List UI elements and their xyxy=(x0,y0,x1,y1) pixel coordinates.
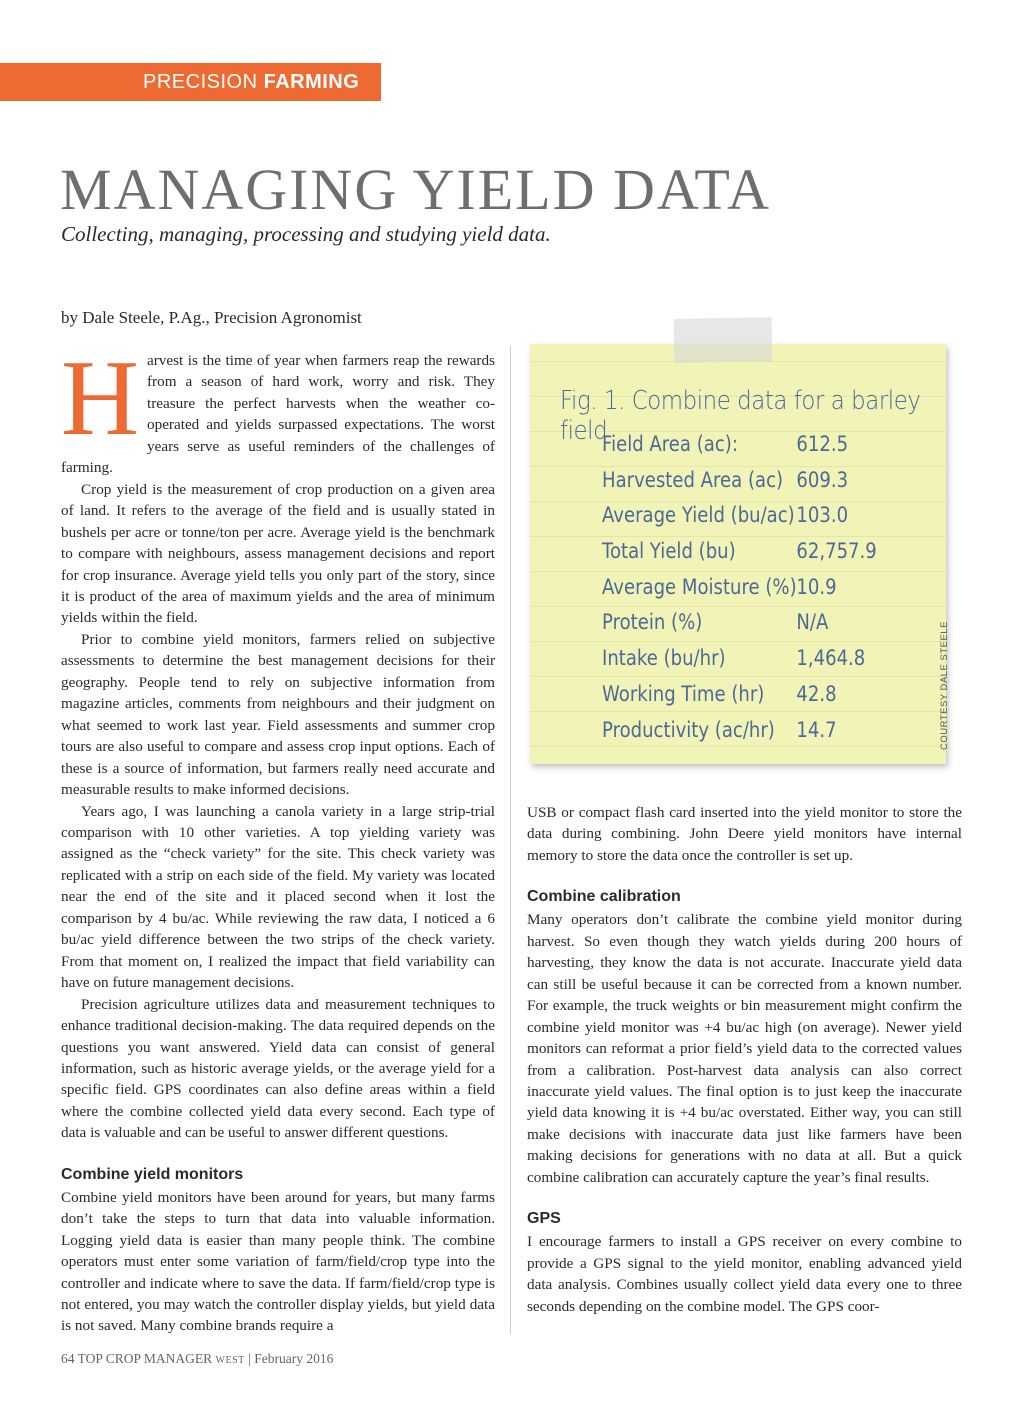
paragraph: Precision agriculture utilizes data and measurement techniques to enhance traditional decision-making. The data required depends on the questions you want answered. Yield data can consist of general information, such as historic average yields, or the average yield for a specific field. GPS coordinates can also define areas within a field where the combine collected yield data every second. Each type of data is valuable and can be useful to answer different questions. xyxy=(61,995,495,1142)
section-label-light: PRECISION xyxy=(143,71,258,93)
magazine-name: TOP CROP MANAGER xyxy=(77,1351,213,1366)
dropcap: H xyxy=(61,339,139,458)
page-footer xyxy=(61,1351,333,1367)
paragraph-intro: Harvest is the time of year when farmers reap the rewards from a season of hard work, worry and risk. They treasure the perfect harvests when the weather co-operated and yields surpassed expectations. The worst years serve as useful reminders of the challenges of farming. xyxy=(61,339,495,477)
paragraph: Prior to combine yield monitors, farmers relied on subjective assessments to determine the best management decisions for their geography. People tend to rely on subjective information from magazine articles, comments from neighbours and their judgment on what seemed to work last year. Field assessments and summer crop tours are also useful to compare and assess crop input options. Each of these is a source of information, but farmers really need accurate and measurable results to make informed decisions. xyxy=(61,630,495,799)
figure-title: Fig. 1. Combine data for a barley field xyxy=(560,386,921,446)
issue-date: February 2016 xyxy=(254,1351,334,1366)
deck: Collecting, managing, processing and studying yield data. xyxy=(61,222,551,246)
subhead-gps: GPS xyxy=(527,1210,561,1228)
headline: MANAGING YIELD DATA xyxy=(60,157,772,222)
edition: WEST xyxy=(215,1355,245,1366)
column-divider xyxy=(510,346,511,1334)
paragraph: Many operators don’t calibrate the combine yield monitor during harvest. So even though they watch yields during 200 hours of harvesting, they know the data is not accurate. Inaccurate yield data can still be useful because it can be corrected from a known number. For example, the truck weights or bin measurement might confirm the combine yield monitor was +4 bu/ac high (on average). Newer yield monitors can reformat a prior field’s yield data to the corrected values from a calibration. Post-harvest data analysis can also correct inaccurate yield values. The final option is to just keep the inaccurate yield data knowing it is +4 bu/ac overstated. Either way, you can still make decisions with inaccurate data just like farmers have been making decisions for generations with no data at all. But a quick combine calibration can accurately capture the year’s final results. xyxy=(527,911,962,1186)
byline: by Dale Steele, P.Ag., Precision Agronomist xyxy=(61,308,362,327)
footer-separator: | xyxy=(248,1351,251,1366)
paragraph: Combine yield monitors have been around for years, but many farms don’t take the steps to turn that data into valuable information. Logging yield data is easier than many people think. The combine operators must enter some variation of farm/field/crop type into the controller and indicate where to save the data. If farm/field/crop type is not entered, you may watch the controller display yields, but yield data is not saved. Many combine brands require a xyxy=(61,1188,495,1335)
paragraph: Years ago, I was launching a canola variety in a large strip-trial comparison with 10 other varieties. A top yielding variety was assigned as the “check variety” for the site. This check variety was replicated with a strip on each side of the field. My variety was located near the end of the site and it placed second when it lost the comparison by 4 bu/ac. While reviewing the raw data, I noticed a 6 bu/ac yield difference between the two strips of the check variety. From that moment on, I realized the impact that field variability can have on future management decisions. xyxy=(61,802,495,992)
paragraph: Crop yield is the measurement of crop production on a given area of land. It refers to the average of the field and is usually stated in bushels per acre or tonne/ton per acre. Average yield is the benchmark to compare with neighbours, assess management decisions and report for crop insurance. Average yield tells you only part of the story, since it is product of the area of maximum yields and the area of minimum yields within the field. xyxy=(61,480,495,627)
page-number: 64 xyxy=(61,1351,75,1366)
subhead-combine-yield-monitors: Combine yield monitors xyxy=(61,1165,244,1183)
section-tab xyxy=(0,63,381,101)
subhead-combine-calibration: Combine calibration xyxy=(527,888,681,906)
paragraph: USB or compact flash card inserted into the yield monitor to store the data during combining. John Deere yield monitors have internal memory to store the data once the controller is set up. xyxy=(527,804,962,864)
photo-credit: COURTESY DALE STEELE xyxy=(939,621,950,750)
section-label-bold: FARMING xyxy=(263,71,360,93)
right-column xyxy=(527,802,962,1317)
tape xyxy=(674,317,773,363)
left-column xyxy=(61,339,495,1337)
paragraph: I encourage farmers to install a GPS receiver on every combine to provide a GPS signal to the yield monitor, enabling advanced yield data analysis. Combines usually collect yield data every one to three seconds depending on the combine model. The GPS coor- xyxy=(527,1233,962,1315)
